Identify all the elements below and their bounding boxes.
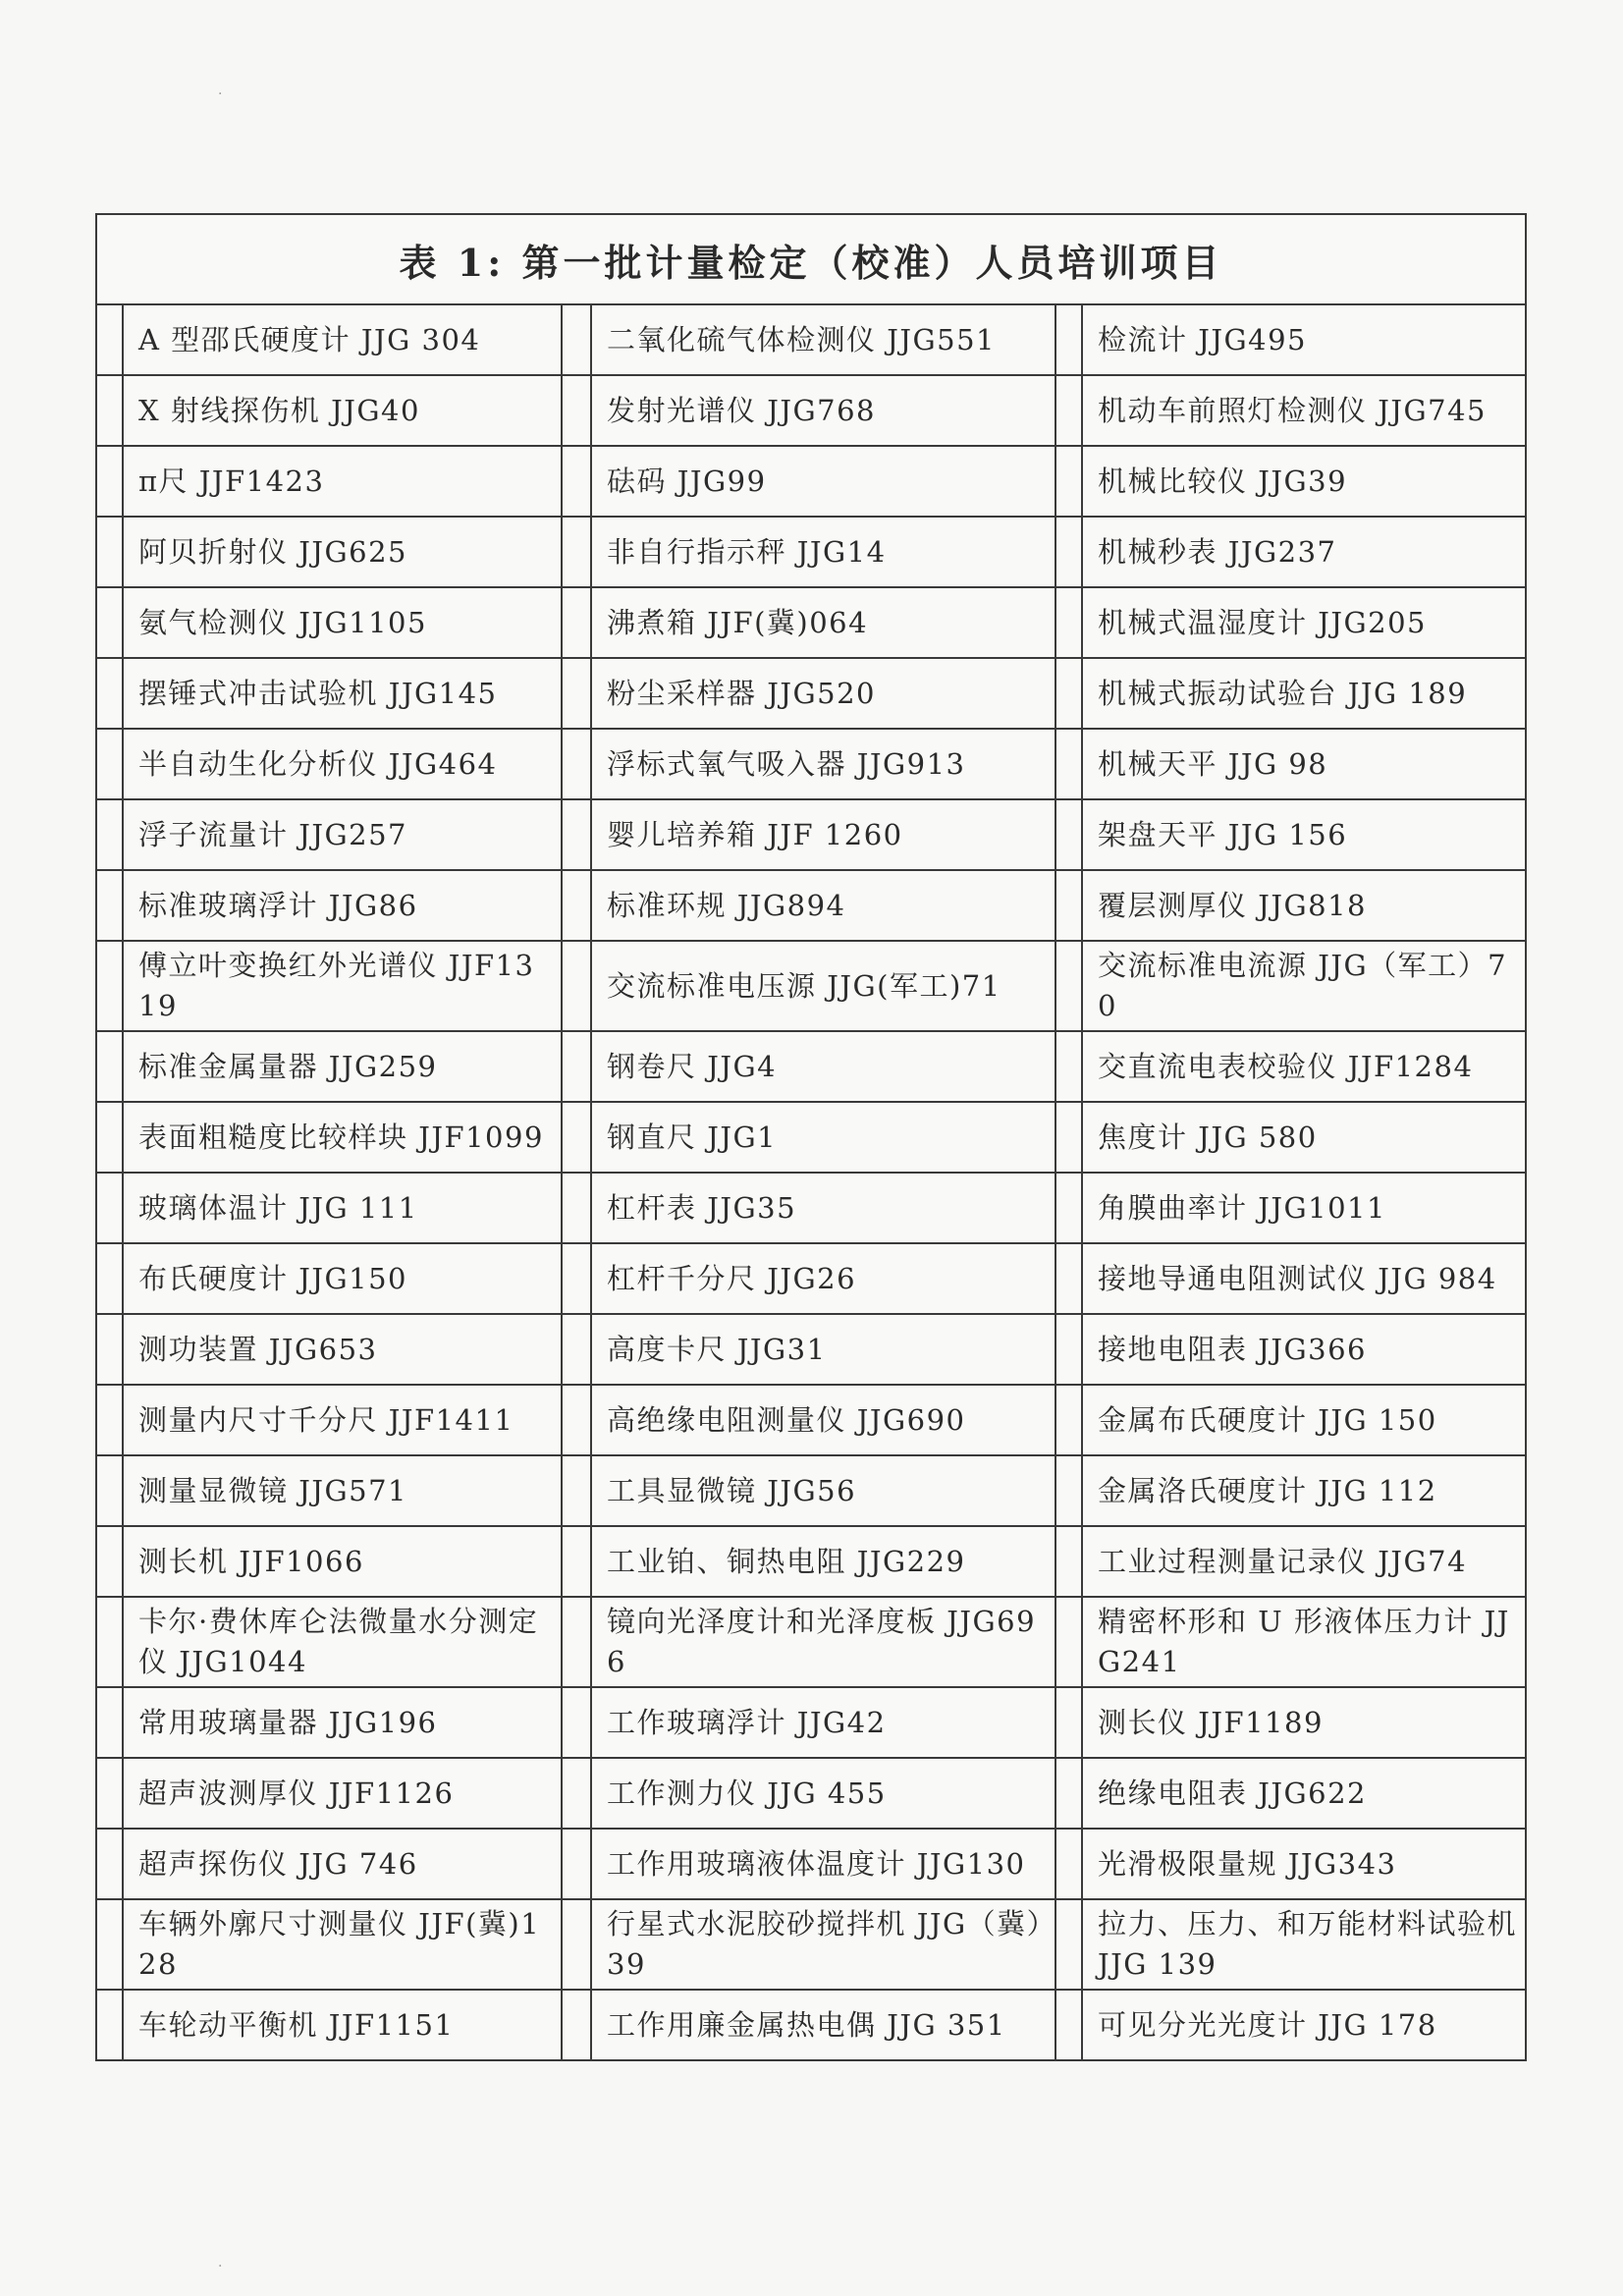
table-cell: 卡尔·费休库仑法微量水分测定仪 JJG1044: [124, 1598, 563, 1686]
scan-speck: ·: [218, 2259, 223, 2274]
table-cell: 钢卷尺 JJG4: [592, 1032, 1056, 1101]
table-cell: 工具显微镜 JJG56: [592, 1456, 1056, 1525]
row-gutter: [563, 1103, 592, 1172]
table-cell: 车轮动平衡机 JJF1151: [124, 1991, 563, 2059]
table-cell: 高度卡尺 JJG31: [592, 1315, 1056, 1384]
row-gutter: [97, 659, 124, 728]
table-cell: 氨气检测仪 JJG1105: [124, 588, 563, 657]
table-cell: 工作测力仪 JJG 455: [592, 1759, 1056, 1828]
row-gutter: [97, 1456, 124, 1525]
row-gutter: [1056, 942, 1083, 1030]
table-cell: A 型邵氏硬度计 JJG 304: [124, 305, 563, 374]
table-cell: 可见分光光度计 JJG 178: [1098, 2007, 1437, 2042]
row-gutter: [1056, 1900, 1083, 1989]
row-gutter: [97, 1759, 124, 1828]
row-gutter: [97, 1032, 124, 1101]
table-cell: 沸煮箱 JJF(冀)064: [592, 588, 1056, 657]
row-gutter: [1056, 1244, 1083, 1313]
row-gutter: [97, 1386, 124, 1454]
table-cell: 傅立叶变换红外光谱仪 JJF1319: [124, 942, 563, 1030]
row-gutter: [97, 1598, 124, 1686]
row-gutter: [563, 1456, 592, 1525]
table-cell: 布氏硬度计 JJG150: [124, 1244, 563, 1313]
table-cell: 钢直尺 JJG1: [592, 1103, 1056, 1172]
row-gutter: [97, 518, 124, 586]
table-cell: 浮标式氧气吸入器 JJG913: [592, 730, 1056, 798]
table-cell: 机械秒表 JJG237: [1098, 534, 1337, 569]
row-gutter: [97, 1830, 124, 1898]
row-gutter: [563, 1830, 592, 1898]
table-cell: 常用玻璃量器 JJG196: [124, 1688, 563, 1757]
row-gutter: [97, 1315, 124, 1384]
table-cell: 精密杯形和 U 形液体压力计 JJG241: [1098, 1605, 1510, 1678]
table-cell: 焦度计 JJG 580: [1098, 1120, 1318, 1154]
row-gutter: [563, 1598, 592, 1686]
table-cell: 机械比较仪 JJG39: [1098, 464, 1348, 498]
row-gutter: [1056, 518, 1083, 586]
table-cell: 非自行指示秤 JJG14: [592, 518, 1056, 586]
row-gutter: [563, 1759, 592, 1828]
table-cell: 高绝缘电阻测量仪 JJG690: [592, 1386, 1056, 1454]
row-gutter: [97, 1991, 124, 2059]
row-gutter: [563, 376, 592, 445]
table-cell: 测长仪 JJF1189: [1098, 1705, 1324, 1739]
table-cell: 标准环规 JJG894: [592, 871, 1056, 940]
table-cell: 测量显微镜 JJG571: [124, 1456, 563, 1525]
table-cell: 机械式温湿度计 JJG205: [1098, 605, 1427, 639]
row-gutter: [1056, 305, 1083, 374]
table-body: [97, 305, 1525, 2059]
table-cell: 婴儿培养箱 JJF 1260: [592, 800, 1056, 869]
table-cell: X 射线探伤机 JJG40: [124, 376, 563, 445]
table-cell: 测长机 JJF1066: [124, 1527, 563, 1596]
row-gutter: [1056, 1174, 1083, 1242]
scan-speck: ·: [218, 86, 223, 102]
table-cell: 机械天平 JJG 98: [1098, 746, 1328, 781]
table-cell: 架盘天平 JJG 156: [1098, 817, 1348, 851]
table-cell: 行星式水泥胶砂搅拌机 JJG（冀）39: [592, 1900, 1056, 1989]
training-items-table: [95, 213, 1527, 2061]
table-cell: 机械式振动试验台 JJG 189: [1098, 676, 1468, 710]
row-gutter: [563, 447, 592, 516]
table-cell: 金属布氏硬度计 JJG 150: [1098, 1402, 1437, 1437]
row-gutter: [563, 1032, 592, 1101]
table-cell: π尺 JJF1423: [124, 447, 563, 516]
table-cell: 杠杆千分尺 JJG26: [592, 1244, 1056, 1313]
row-gutter: [563, 1527, 592, 1596]
row-gutter: [563, 1315, 592, 1384]
row-gutter: [97, 730, 124, 798]
row-gutter: [1056, 659, 1083, 728]
row-gutter: [563, 942, 592, 1030]
row-gutter: [563, 871, 592, 940]
row-gutter: [563, 1174, 592, 1242]
table-cell: 工作玻璃浮计 JJG42: [592, 1688, 1056, 1757]
row-gutter: [1056, 1688, 1083, 1757]
table-cell: 工业铂、铜热电阻 JJG229: [592, 1527, 1056, 1596]
table-cell: 检流计 JJG495: [1098, 322, 1307, 356]
row-gutter: [97, 871, 124, 940]
table-cell: 测量内尺寸千分尺 JJF1411: [124, 1386, 563, 1454]
row-gutter: [1056, 1386, 1083, 1454]
row-gutter: [97, 305, 124, 374]
table-cell: 超声探伤仪 JJG 746: [124, 1830, 563, 1898]
table-cell: 表面粗糙度比较样块 JJF1099: [124, 1103, 563, 1172]
row-gutter: [1056, 588, 1083, 657]
table-cell: 工作用玻璃液体温度计 JJG130: [592, 1830, 1056, 1898]
row-gutter: [97, 1688, 124, 1757]
row-gutter: [563, 659, 592, 728]
table-cell: 镜向光泽度计和光泽度板 JJG696: [592, 1598, 1056, 1686]
row-gutter: [1056, 376, 1083, 445]
table-cell: 金属洛氏硬度计 JJG 112: [1098, 1473, 1437, 1507]
row-gutter: [563, 305, 592, 374]
table-cell: 二氧化硫气体检测仪 JJG551: [592, 305, 1056, 374]
row-gutter: [97, 447, 124, 516]
table-cell: 光滑极限量规 JJG343: [1098, 1846, 1397, 1881]
table-cell: 玻璃体温计 JJG 111: [124, 1174, 563, 1242]
row-gutter: [1056, 871, 1083, 940]
table-title: 表 1: 第一批计量检定（校准）人员培训项目: [97, 215, 1525, 305]
row-gutter: [97, 1900, 124, 1989]
row-gutter: [97, 800, 124, 869]
row-gutter: [1056, 447, 1083, 516]
row-gutter: [97, 1244, 124, 1313]
table-cell: 接地导通电阻测试仪 JJG 984: [1098, 1261, 1497, 1295]
row-gutter: [1056, 1598, 1083, 1686]
row-gutter: [97, 942, 124, 1030]
row-gutter: [97, 376, 124, 445]
row-gutter: [563, 1991, 592, 2059]
table-cell: 浮子流量计 JJG257: [124, 800, 563, 869]
row-gutter: [97, 588, 124, 657]
row-gutter: [1056, 1032, 1083, 1101]
table-cell: 标准金属量器 JJG259: [124, 1032, 563, 1101]
row-gutter: [1056, 1103, 1083, 1172]
table-cell: 杠杆表 JJG35: [592, 1174, 1056, 1242]
table-cell: 车辆外廓尺寸测量仪 JJF(冀)128: [124, 1900, 563, 1989]
table-cell: 角膜曲率计 JJG1011: [1098, 1190, 1386, 1225]
table-cell: 超声波测厚仪 JJF1126: [124, 1759, 563, 1828]
table-cell: 交流标准电压源 JJG(军工)71: [592, 942, 1056, 1030]
row-gutter: [1056, 1315, 1083, 1384]
row-gutter: [1056, 1991, 1083, 2059]
row-gutter: [97, 1527, 124, 1596]
row-gutter: [1056, 1456, 1083, 1525]
table-cell: 发射光谱仪 JJG768: [592, 376, 1056, 445]
row-gutter: [1056, 1759, 1083, 1828]
table-cell: 交直流电表校验仪 JJF1284: [1098, 1049, 1474, 1083]
table-cell: 拉力、压力、和万能材料试验机 JJG 139: [1098, 1907, 1518, 1981]
table-cell: 半自动生化分析仪 JJG464: [124, 730, 563, 798]
table-cell: 交流标准电流源 JJG（军工）70: [1098, 949, 1508, 1022]
row-gutter: [563, 1244, 592, 1313]
row-gutter: [97, 1174, 124, 1242]
row-gutter: [1056, 1830, 1083, 1898]
row-gutter: [563, 800, 592, 869]
row-gutter: [563, 518, 592, 586]
row-gutter: [1056, 800, 1083, 869]
table-cell: 标准玻璃浮计 JJG86: [124, 871, 563, 940]
table-cell: 绝缘电阻表 JJG622: [1098, 1776, 1367, 1810]
table-cell: 粉尘采样器 JJG520: [592, 659, 1056, 728]
table-cell: 砝码 JJG99: [592, 447, 1056, 516]
row-gutter: [563, 1386, 592, 1454]
table-cell: 摆锤式冲击试验机 JJG145: [124, 659, 563, 728]
row-gutter: [1056, 1527, 1083, 1596]
row-gutter: [563, 730, 592, 798]
table-cell: 测功装置 JJG653: [124, 1315, 563, 1384]
row-gutter: [563, 1688, 592, 1757]
table-cell: 接地电阻表 JJG366: [1098, 1332, 1367, 1366]
row-gutter: [97, 1103, 124, 1172]
table-cell: 工作用廉金属热电偶 JJG 351: [592, 1991, 1056, 2059]
table-cell: 机动车前照灯检测仪 JJG745: [1098, 393, 1487, 427]
table-cell: 覆层测厚仪 JJG818: [1098, 888, 1367, 922]
table-cell: 工业过程测量记录仪 JJG74: [1098, 1544, 1468, 1578]
row-gutter: [563, 588, 592, 657]
row-gutter: [563, 1900, 592, 1989]
row-gutter: [1056, 730, 1083, 798]
table-cell: 阿贝折射仪 JJG625: [124, 518, 563, 586]
